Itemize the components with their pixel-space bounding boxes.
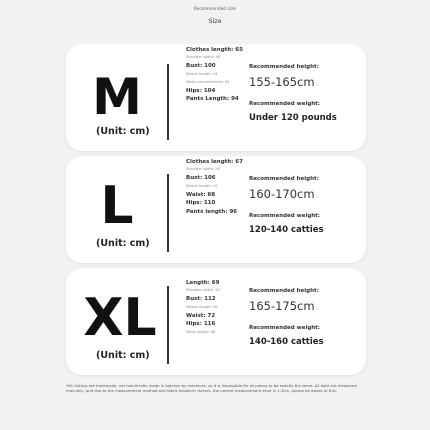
measurement: Sleeve length: 54 [186,71,218,76]
measurement: Hips: 104 [186,88,216,94]
measurement: Length: 69 [186,280,220,286]
measurements-list [186,159,244,217]
divider [167,286,169,364]
header-title: Recommended size [193,6,237,11]
weight-label: Recommended weight: [249,325,321,331]
measurement: Hips: 116 [186,321,216,328]
measurement: Sleeve length: 56 [186,304,218,309]
disclaimer-note: *All clothes are handmade, not handicrafts made in batches by machines, so it is impossible for all pieces to be exactly the same. All data are measured manually, and due to the measurement method and fabric elasticity factors, the normal measurement error is 1-3cm, please be aware of this. [66,383,357,394]
size-letter: XL [83,288,157,348]
header-subtitle: Size [208,17,222,25]
measurement: Pants Length: 94 [186,96,239,103]
measurement: Hips: 110 [186,200,216,207]
measurement: Shoulder width: 50 [186,167,220,172]
measurement: Bust: 112 [186,296,216,303]
measurement: Shoulder width: 52 [186,288,220,293]
recommendations [249,64,361,123]
height-label: Recommended height: [249,288,319,294]
measurement: Pants length: 96 [186,208,238,215]
measurements-list [186,47,244,105]
size-card-m [66,44,366,151]
measurement: Sleeve length: 55 [186,183,218,188]
size-letter: M [92,68,142,126]
measurement: Clothes length: 65 [186,47,243,53]
height-value: 155-165cm [249,75,315,89]
weight-value: 120-140 catties [249,225,324,235]
size-card-l [66,156,366,263]
unit-label: (Unit: cm) [96,350,150,361]
measurement: Bust: 100 [186,63,216,70]
measurements-list [186,280,244,338]
height-label: Recommended height: [249,64,319,70]
measurement: Shoulder width: 48 [186,55,220,60]
measurement: Bust: 106 [186,175,216,182]
recommendations [249,288,361,347]
measurement: Clothes length: 67 [186,159,243,165]
size-card-xl [66,268,366,375]
measurement: Waist: 72 [186,312,216,319]
divider [167,174,169,252]
weight-value: 140-160 catties [249,337,324,347]
weight-label: Recommended weight: [249,101,321,107]
height-label: Recommended height: [249,176,319,182]
recommendations [249,176,361,235]
measurement: Waist circumference: 64 [186,79,230,84]
weight-value: Under 120 pounds [249,113,337,123]
unit-label: (Unit: cm) [96,238,150,249]
measurement: Pants length: 98 [186,329,216,334]
unit-label: (Unit: cm) [96,126,150,137]
height-value: 165-175cm [249,299,315,313]
weight-label: Recommended weight: [249,213,321,219]
size-letter: L [100,176,134,236]
measurement: Waist: 68 [186,191,216,198]
height-value: 160-170cm [249,187,315,201]
divider [167,64,169,140]
